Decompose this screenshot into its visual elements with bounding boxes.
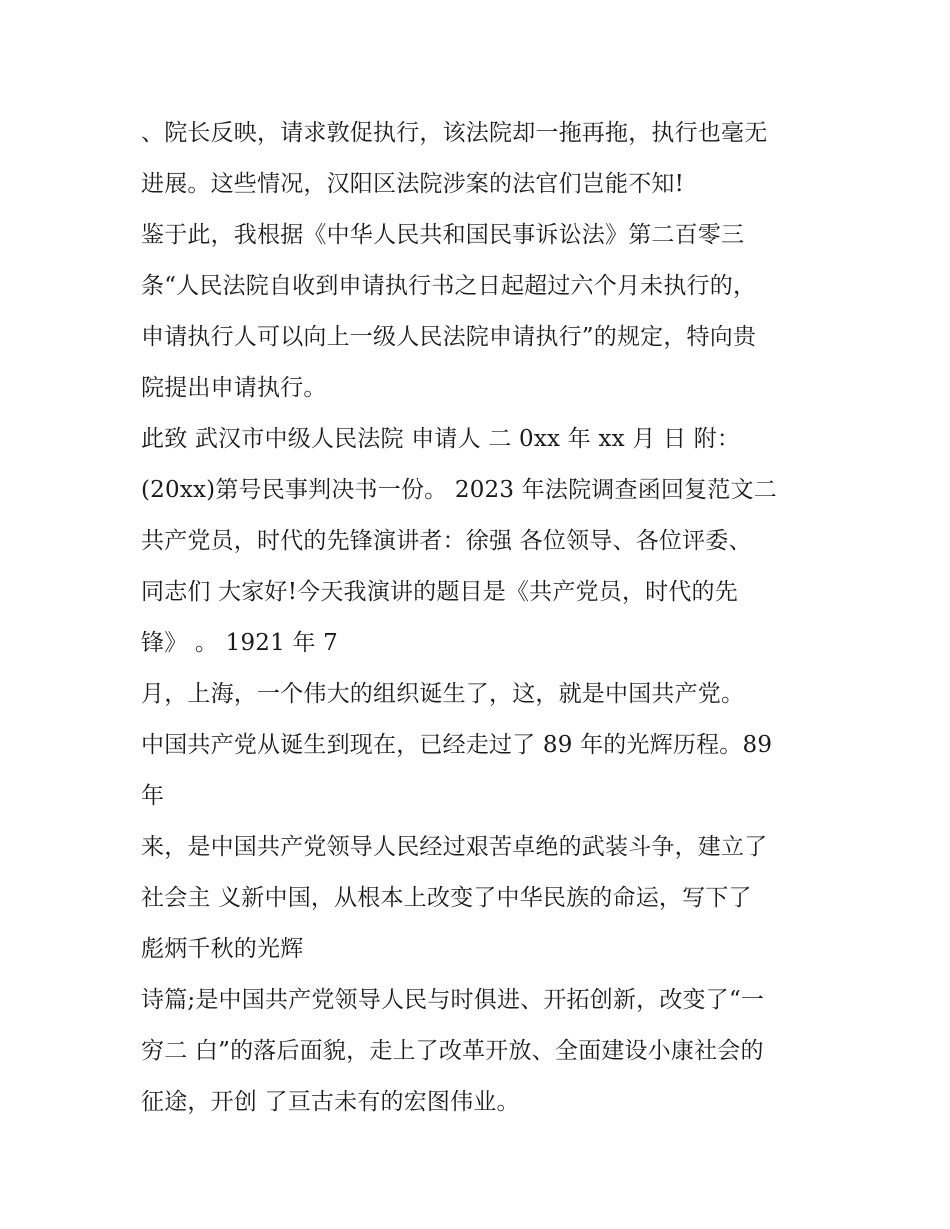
text-line: 征途，开创 了亘古未有的宏图伟业。: [141, 1089, 520, 1115]
text-line: 诗篇;是中国共产党领导人民与时俱进、开拓创新，改变了“一: [141, 987, 765, 1013]
text-line: 进展。这些情况，汉阳区法院涉案的法官们岂能不知!: [141, 171, 685, 197]
text-line: 锋》 。 1921 年 7: [141, 630, 339, 656]
text-line: 此致 武汉市中级人民法院 申请人 二 0xx 年 xx 月 日 附：: [141, 426, 741, 452]
text-line: 中国共产党从诞生到现在，已经走过了 89 年的光辉历程。89: [141, 732, 773, 758]
text-line: 月，上海，一个伟大的组织诞生了，这，就是中国共产党。: [141, 681, 745, 707]
text-line: 、院长反映，请求敦促执行，该法院却一拖再拖，执行也毫无: [141, 120, 768, 146]
text-line: 彪炳千秋的光辉: [141, 936, 304, 962]
text-line: 院提出申请执行。: [141, 375, 327, 401]
text-line: 申请执行人可以向上一级人民法院申请执行”的规定，特向贵: [141, 324, 757, 350]
text-line: 年: [141, 783, 165, 809]
document-body: [141, 108, 831, 1128]
text-line: 条“人民法院自收到申请执行书之日起超过六个月未执行的，: [141, 273, 757, 299]
text-line: (20xx)第号民事判决书一份。 2023 年法院调查函回复范文二: [141, 477, 777, 503]
text-line: 穷二 白”的落后面貌，走上了改革开放、全面建设小康社会的: [141, 1038, 764, 1064]
text-line: 共产党员，时代的先锋演讲者：徐强 各位领导、各位评委、: [141, 528, 752, 554]
text-line: 同志们 大家好!今天我演讲的题目是《共产党员，时代的先: [141, 579, 738, 605]
text-line: 来，是中国共产党领导人民经过艰苦卓绝的武装斗争，建立了: [141, 834, 768, 860]
text-line: 鉴于此，我根据《中华人民共和国民事诉讼法》第二百零三: [141, 222, 745, 248]
text-line: 社会主 义新中国，从根本上改变了中华民族的命运，写下了: [141, 885, 752, 911]
